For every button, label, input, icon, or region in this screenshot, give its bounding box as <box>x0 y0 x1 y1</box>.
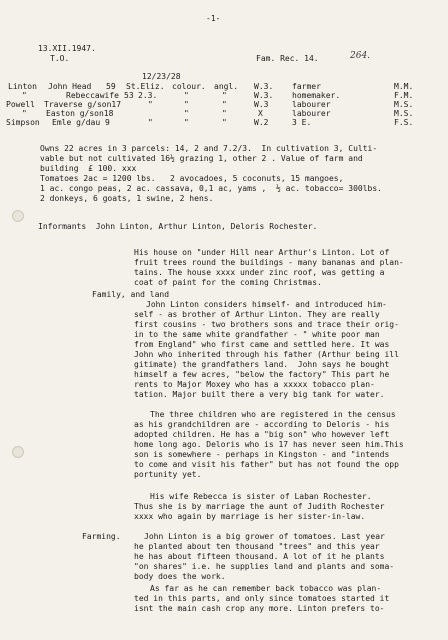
census-status: W.3. <box>254 91 274 100</box>
census-marital: F.S. <box>394 118 414 127</box>
farming-line: ted in this parts, and only since tomatoes started it <box>134 594 390 603</box>
census-place: Simpson <box>6 118 40 127</box>
page-number: -1- <box>206 14 221 23</box>
header-date: 13.XII.1947. <box>38 44 96 53</box>
farming-line: isnt the main cash crop any more. Linton prefers to- <box>134 604 385 613</box>
house-line: His house on "under Hill near Arthur's Linton. Lot of <box>134 248 390 257</box>
census-birth: " <box>148 118 153 127</box>
census-colour: " <box>184 118 189 127</box>
census-reference: 12/23/28 <box>142 72 181 81</box>
wife-line: xxxx who again by marriage is her sister-in-law. <box>134 512 366 521</box>
census-status: W.3. <box>254 82 274 91</box>
farming-line: he planted about ten thousand "trees" and this year <box>134 542 380 551</box>
fam-rec-number: 264. <box>350 51 371 61</box>
family-line: first cousins - two brothers sons and trace their orig- <box>134 320 399 329</box>
census-name: Traverse g/son17 <box>44 100 122 109</box>
wife-line: Thus she is by marriage the aunt of Judith Rochester <box>134 502 385 511</box>
census-place: Linton <box>8 82 37 91</box>
census-age: 59 <box>106 82 116 91</box>
census-occupation: 3 E. <box>292 118 312 127</box>
census-occupation: homemaker. <box>292 91 341 100</box>
house-line: fruit trees round the buildings - many bananas and plan- <box>134 258 404 267</box>
farming-line: John Linton is a big grower of tomatoes. Last year <box>144 532 385 541</box>
census-marital: M.S. <box>394 100 414 109</box>
section-label-farming: Farming. <box>82 532 121 541</box>
family-line: himself a few acres, "below the factory" This part he <box>134 370 390 379</box>
census-marital: M.M. <box>394 82 414 91</box>
census-place: " <box>22 91 27 100</box>
children-line: as his grandchildren are - according to Deloris - his <box>134 420 390 429</box>
farming-line: "on shares" i.e. he supplies land and plants and soma- <box>134 562 395 571</box>
informants-line: Informants John Linton, Arthur Linton, Deloris Rochester. <box>38 222 318 231</box>
census-marital: F.M. <box>394 91 414 100</box>
census-religion: " <box>222 109 227 118</box>
children-line: The three children who are registered in the census <box>150 410 396 419</box>
family-line: rents to Major Moxey who has a xxxxx tobacco plan- <box>134 380 375 389</box>
farming-line: As far as he can remember back tobacco was plan- <box>150 584 382 593</box>
house-line: coat of paint for the coming Christmas. <box>134 278 322 287</box>
punch-hole <box>12 446 24 458</box>
census-colour: " <box>184 100 189 109</box>
census-name: John Head <box>48 82 92 91</box>
census-religion: angl. <box>214 82 239 91</box>
census-occupation: labourer <box>292 100 331 109</box>
census-place: " <box>22 109 27 118</box>
family-line: in to the same white grandfather - " white poor man <box>134 330 380 339</box>
census-colour: colour. <box>172 82 206 91</box>
property-line: vable but not cultivated 16½ grazing 1, other 2 . Value of farm and <box>40 154 363 163</box>
family-line: John Linton considers himself- and introduced him- <box>146 300 387 309</box>
punch-hole <box>12 210 24 222</box>
census-age: 53 <box>124 91 134 100</box>
header-to: T.O. <box>50 54 70 63</box>
census-place: Powell <box>6 100 35 109</box>
census-occupation: farmer <box>292 82 321 91</box>
family-line: gitimate) the grandfathers land. John says he bought <box>134 360 390 369</box>
census-occupation: labourer <box>292 109 331 118</box>
census-marital: M.S. <box>394 109 414 118</box>
section-label-family: Family, and land <box>92 290 170 299</box>
census-name: Easton g/son18 <box>46 109 114 118</box>
census-colour: " <box>184 109 189 118</box>
census-religion: " <box>222 91 227 100</box>
census-status: X <box>258 109 263 118</box>
property-line: 1 ac. congo peas, 2 ac. cassava, 0,1 ac, yams , ½ ac. tobacco= 300lbs. <box>40 184 382 193</box>
census-status: W.2 <box>254 118 269 127</box>
farming-line: he has about fifteen thousand. A lot of it he plants <box>134 552 385 561</box>
family-line: tation. Major built there a very big tank for water. <box>134 390 385 399</box>
property-line: Tomatoes 2ac = 1200 lbs. 2 avocadoes, 5 coconuts, 15 mangoes, <box>40 174 344 183</box>
children-line: son is somewhere - perhaps in Kingston - and "intends <box>134 450 390 459</box>
family-line: from England" who first came and settled here. It was <box>134 340 390 349</box>
census-birth: " <box>148 100 153 109</box>
fam-rec-label: Fam. Rec. 14. <box>256 54 319 63</box>
property-line: building £ 100. xxx <box>40 164 137 173</box>
census-birth: St.Eliz. <box>126 82 165 91</box>
children-line: to come and visit his father" but has not found the opp <box>134 460 399 469</box>
children-line: adopted children. He has a "big son" who however left <box>134 430 390 439</box>
census-name: Emle g/dau 9 <box>52 118 110 127</box>
farming-line: body does the work. <box>134 572 226 581</box>
wife-line: His wife Rebecca is sister of Laban Rochester. <box>150 492 372 501</box>
property-line: Owns 22 acres in 3 parcels: 14, 2 and 7.2/3. In cultivation 3, Culti- <box>40 144 378 153</box>
census-colour: " <box>184 91 189 100</box>
children-line: home long ago. Deloris who is 17 has never seen him.This <box>134 440 404 449</box>
house-line: tains. The house xxxx under zinc roof, was getting a <box>134 268 385 277</box>
family-line: self - as brother of Arthur Linton. They are really <box>134 310 380 319</box>
census-religion: " <box>222 118 227 127</box>
census-birth: 2.3. <box>138 91 158 100</box>
property-line: 2 donkeys, 6 goats, 1 swine, 2 hens. <box>40 194 214 203</box>
census-religion: " <box>222 100 227 109</box>
census-status: W.3 <box>254 100 269 109</box>
census-name: Rebeccawife <box>66 91 119 100</box>
children-line: portunity yet. <box>134 470 202 479</box>
family-line: John who inherited through his father (Arthur being ill <box>134 350 399 359</box>
